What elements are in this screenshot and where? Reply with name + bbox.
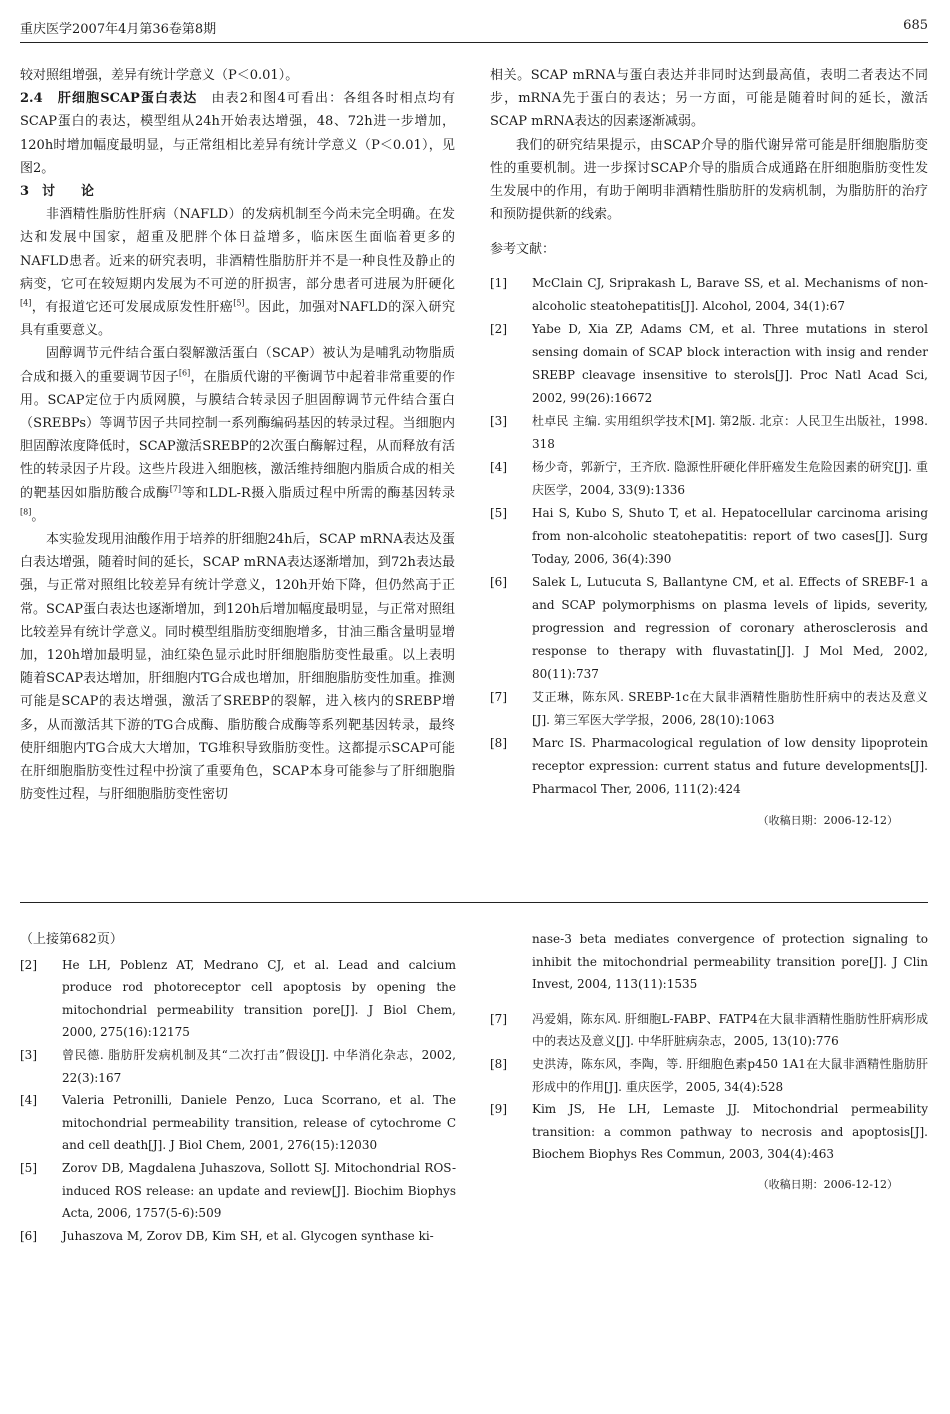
- text-run: 。: [31, 508, 45, 524]
- references-title: 参考文献：: [490, 242, 556, 258]
- running-header: [20, 18, 928, 43]
- text-run: ，有报道它还可发展成原发性肝癌: [31, 300, 234, 316]
- text-run: 非酒精性脂肪性肝病（NAFLD）的发病机制至今尚未完全明确。在发达和发展中国家，超重及肥胖个体日益增多，临床医生面临着更多的NAFLD患者。近来的研究表明，非酒精性脂肪肝并不是一种良性及静止的病变，它可在较短期内发展为不可逆的肝损害，部分患者可进展为肝硬化: [20, 207, 455, 292]
- reference-item: [20, 1157, 456, 1225]
- text-run: 等和LDL-R摄入脂质过程中所需的酶基因转录: [181, 485, 455, 501]
- reference-continuation: nase-3 beta mediates convergence of protection signaling to inhibit the mitochondrial permeability transition pore[J]. J Clin Invest, 2004, 113(11):1535: [532, 932, 928, 992]
- reference-number: [5]: [490, 505, 507, 520]
- references-list: [490, 272, 928, 801]
- continued-references-right: [490, 1008, 928, 1166]
- section-text: 由表2和图4可看出：各组各时相点均有SCAP蛋白的表达，模型组从24h开始表达增强，48、72h进一步增加，120h时增加幅度最明显，与正常组相比差异有统计学意义（P＜0.01），见图2。: [20, 91, 455, 176]
- paragraph: 我们的研究结果提示，由SCAP介导的脂代谢异常可能是肝细胞脂肪变性的重要机制。进一步探讨SCAP介导的脂质合成通路在肝细胞脂肪变性发生发展中的作用，有助于阐明非酒精性脂肪肝的发病机制，为脂肪肝的治疗和预防提供新的线索。: [490, 137, 928, 223]
- paragraph: [20, 342, 455, 528]
- reference-item: [490, 1098, 928, 1166]
- continued-left-column: [20, 916, 456, 1247]
- reference-item: [490, 318, 928, 410]
- section-2-4: [20, 87, 455, 180]
- paragraph: [20, 203, 455, 342]
- citation: [4]: [20, 298, 32, 308]
- reference-number: [7]: [490, 689, 507, 704]
- reference-item: [490, 272, 928, 318]
- section-3-title: 3 讨 论: [20, 184, 95, 200]
- reference-item: [490, 502, 928, 571]
- citation: [6]: [178, 368, 191, 378]
- reference-item: [490, 410, 928, 456]
- reference-text: 史洪涛，陈东风，李陶，等. 肝细胞色素p450 1A1在大鼠非酒精性脂肪肝形成中的作用[J]. 重庆医学，2005, 34(4):528: [532, 1056, 928, 1094]
- reference-number: [2]: [20, 957, 37, 972]
- reference-text: Kim JS, He LH, Lemaste JJ. Mitochondrial permeability transition: a common pathway to necrosis and apoptosis[J]. Biochem Biophys Res Commun, 2003, 304(4):463: [532, 1102, 928, 1162]
- reference-item: [490, 456, 928, 502]
- reference-text: Salek L, Lutucuta S, Ballantyne CM, et al. Effects of SREBF-1 a and SCAP polymorphisms on plasma levels of lipids, severity, progression and regression of coronary atherosclerosis and response to therapy with fluvastatin[J]. J Mol Med, 2002, 80(11):737: [532, 574, 928, 681]
- reference-number: [5]: [20, 1160, 37, 1175]
- citation: [7]: [169, 484, 182, 494]
- paragraph: 较对照组增强，差异有统计学意义（P＜0.01）。: [20, 68, 299, 83]
- paragraph: 相关。SCAP mRNA与蛋白表达并非同时达到最高值，表明二者表达不同步，mRNA先于蛋白的表达；另一方面，可能是随着时间的延长，激活SCAP mRNA表达的因素逐渐减弱。: [490, 68, 928, 130]
- reference-text: Zorov DB, Magdalena Juhaszova, Sollott SJ. Mitochondrial ROS-induced ROS release: an update and review[J]. Biochim Biophys Acta, 2006, 1757(5-6):509: [62, 1160, 456, 1221]
- reference-number: [6]: [490, 574, 507, 589]
- reference-text: Valeria Petronilli, Daniele Penzo, Luca Scorrano, et al. The mitochondrial permeability transition, release of cytochrome C and cell death[J]. J Biol Chem, 2001, 276(15):12030: [62, 1093, 456, 1153]
- received-date: （收稿日期：2006-12-12）: [757, 813, 898, 827]
- reference-text: McClain CJ, Sriprakash L, Barave SS, et al. Mechanisms of non-alcoholic steatohepatitis[J]. Alcohol, 2004, 34(1):67: [532, 275, 928, 313]
- reference-number: [3]: [490, 413, 507, 428]
- reference-text: He LH, Poblenz AT, Medrano CJ, et al. Lead and calcium produce rod photoreceptor cell apoptosis by opening the mitochondrial permeability transition pore[J]. J Biol Chem, 2000, 275(16):12175: [62, 957, 456, 1040]
- text-run: 固醇调节元件结合蛋白裂解激活蛋白（SCAP）被认为是哺乳动物脂质合成和摄入的重要调节因子: [20, 346, 455, 385]
- reference-item: [490, 1008, 928, 1053]
- reference-text: Hai S, Kubo S, Shuto T, et al. Hepatocellular carcinoma arising from non-alcoholic steatohepatitis: report of two cases[J]. Surg Today, 2006, 36(4):390: [532, 505, 928, 566]
- reference-number: [1]: [490, 275, 507, 290]
- citation: [5]: [233, 298, 245, 308]
- reference-text: Marc IS. Pharmacological regulation of low density lipoprotein receptor expression: current status and future developments[J]. Pharmacol Ther, 2006, 111(2):424: [532, 735, 928, 796]
- received-date: （收稿日期：2006-12-12）: [757, 1177, 898, 1191]
- continued-right-column: [490, 916, 928, 1208]
- reference-number: [6]: [20, 1228, 37, 1243]
- reference-number: [9]: [490, 1102, 507, 1117]
- reference-item: [490, 686, 928, 732]
- reference-item: [20, 1225, 456, 1248]
- reference-item: [490, 1053, 928, 1098]
- reference-number: [7]: [490, 1011, 507, 1026]
- reference-item: [20, 1089, 456, 1157]
- section-title: 2.4 肝细胞SCAP蛋白表达: [20, 91, 198, 107]
- reference-number: [8]: [490, 735, 507, 750]
- journal-title: 重庆医学2007年4月第36卷第8期: [20, 22, 217, 37]
- reference-text: 杨少奇，郭新宁，王齐欣. 隐源性肝硬化伴肝癌发生危险因素的研究[J]. 重庆医学，2004, 33(9):1336: [532, 459, 928, 497]
- reference-number: [4]: [490, 459, 507, 474]
- left-column: [20, 64, 455, 807]
- reference-number: [4]: [20, 1093, 37, 1108]
- continued-note: （上接第682页）: [20, 932, 123, 947]
- reference-item: [20, 954, 456, 1044]
- text-run: ，在脂质代谢的平衡调节中起着非常重要的作用。SCAP定位于内质网膜，与膜结合转录因子胆固醇调节元件结合蛋白（SREBPs）等调节因子共同控制一系列酶编码基因的转录过程。当细胞内胆固醇浓度降低时，SCAP激活SREBP的2次蛋白酶解过程，从而释放有活性的转录因子片段。这些片段进入细胞核，激活维持细胞内脂质合成的相关的靶基因如脂肪酸合成酶: [20, 369, 455, 501]
- reference-item: [20, 1044, 456, 1089]
- reference-number: [8]: [490, 1056, 507, 1071]
- divider: [20, 902, 928, 903]
- reference-text: 冯爱娟，陈东风. 肝细胞L-FABP、FATP4在大鼠非酒精性脂肪性肝病形成中的表达及意义[J]. 中华肝脏病杂志，2005, 13(10):776: [532, 1011, 928, 1049]
- reference-text: Yabe D, Xia ZP, Adams CM, et al. Three mutations in sterol sensing domain of SCAP block interaction with insig and render SREBP cleavage insensitive to sterols[J]. Proc Natl Acad Sci, 2002, 99(26):16672: [532, 321, 928, 405]
- text-run: 。因此，加强对NAFLD的深入研究具有重要意义。: [20, 300, 455, 339]
- reference-number: [3]: [20, 1047, 37, 1062]
- reference-number: [2]: [490, 321, 507, 336]
- citation: [8]: [20, 507, 32, 517]
- page-number: 685: [903, 18, 928, 33]
- reference-item: [490, 732, 928, 801]
- reference-text: 曾民德. 脂肪肝发病机制及其“二次打击”假设[J]. 中华消化杂志，2002, 22(3):167: [62, 1047, 456, 1085]
- continued-references-left: [20, 954, 456, 1248]
- right-column: [490, 64, 928, 832]
- reference-text: 艾正琳，陈东风. SREBP-1c在大鼠非酒精性脂肪性肝病中的表达及意义[J]. 第三军医大学学报，2006, 28(10):1063: [532, 689, 928, 727]
- paragraph: 本实验发现用油酸作用于培养的肝细胞24h后，SCAP mRNA表达及蛋白表达增强，随着时间的延长，SCAP mRNA表达逐渐增加，到72h表达最强，与正常对照组比较差异有统计学意义，120h开始下降，但仍然高于正常。SCAP蛋白表达也逐渐增加，到120h后增加幅度最明显，与正常对照组比较差异有统计学意义。同时模型组脂肪变细胞增多，甘油三酯含量明显增加，120h增加最明显，油红染色显示此时肝细胞脂肪变性最重。以上表明随着SCAP表达增加，肝细胞内TG合成也增加，肝细胞脂肪变性加重。推测可能是SCAP的表达增强，激活了SREBP的裂解，进入核内的SREBP增多，从而激活其下游的TG合成酶、脂肪酸合成酶等系列靶基因转录，最终使肝细胞内TG合成大大增加，TG堆积导致脂肪变性。这都提示SCAP可能在肝细胞脂肪变性过程中扮演了重要角色，SCAP本身可能参与了肝细胞脂肪变性过程，与肝细胞脂肪变性密切: [20, 532, 455, 803]
- reference-text: 杜卓民 主编. 实用组织学技术[M]. 第2版. 北京：人民卫生出版社，1998. 318: [532, 413, 928, 451]
- reference-text: Juhaszova M, Zorov DB, Kim SH, et al. Glycogen synthase ki-: [62, 1228, 434, 1243]
- reference-item: [490, 571, 928, 686]
